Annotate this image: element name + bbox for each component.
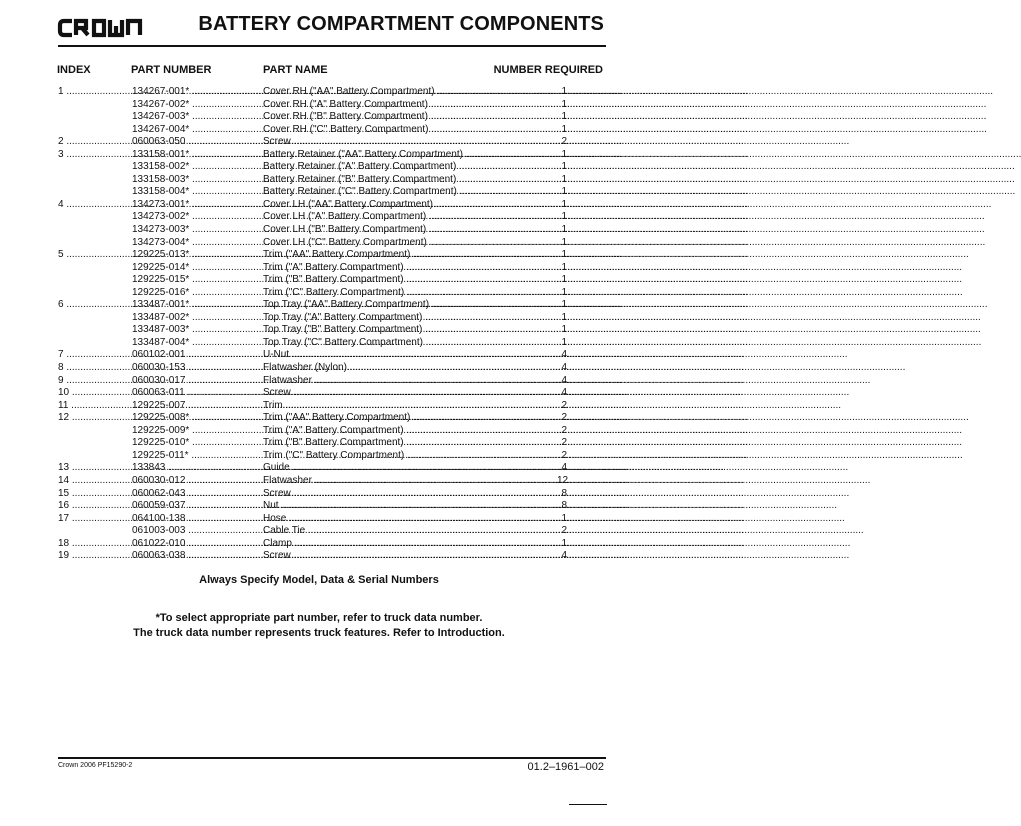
row-part-number: 060102-001 ..... <box>132 349 262 362</box>
row-part-name: Trim ("A" Battery Compartment) ..... <box>263 262 557 275</box>
table-row <box>0 324 638 337</box>
row-number-required: 4 <box>561 349 567 361</box>
row-part-name: Clamp ..... <box>263 538 557 551</box>
row-part-name: Cover RH ("B" Battery Compartment) ..... <box>263 111 557 124</box>
row-part-number: 133158-002* ..... <box>132 161 262 174</box>
table-row <box>0 525 638 538</box>
row-number-required: 1 <box>561 186 567 198</box>
row-part-name: Trim ("AA" Battery Compartment) ..... <box>263 249 557 262</box>
table-row <box>0 387 638 400</box>
row-part-name: Screw ..... <box>263 488 557 501</box>
row-part-number: 060030-153 ..... <box>132 362 262 375</box>
row-number-required: 8 <box>561 500 567 512</box>
row-part-number: 134267-002* ..... <box>132 99 262 112</box>
table-row <box>0 349 638 362</box>
table-row <box>0 224 638 237</box>
row-part-name: Trim ("C" Battery Compartment) ..... <box>263 450 557 463</box>
row-part-name: Screw ..... <box>263 550 557 563</box>
row-index: 19 ..... <box>58 550 130 563</box>
row-number-required: 1 <box>561 211 567 223</box>
row-part-name: Guide ..... <box>263 462 557 475</box>
column-header-part-name: PART NAME <box>263 64 328 76</box>
footer-copyright: Crown 2006 PF15290-2 <box>58 762 133 769</box>
table-row <box>0 538 638 551</box>
row-number-required: 1 <box>561 311 567 323</box>
table-row <box>0 124 638 137</box>
row-number-required: 4 <box>561 462 567 474</box>
data-number-notice <box>0 611 638 641</box>
table-row <box>0 211 638 224</box>
row-index: 16 ..... <box>58 500 130 513</box>
table-row <box>0 136 638 149</box>
row-part-number: 129225-008* ..... <box>132 412 262 425</box>
row-index: 8 ..... <box>58 362 130 375</box>
row-part-name: Battery Retainer ("C" Battery Compartment) ..... <box>263 186 557 199</box>
row-part-number: 133843 ..... <box>132 462 262 475</box>
row-number-required: 2 <box>561 424 567 436</box>
row-index: 7 ..... <box>58 349 130 362</box>
column-header-index: INDEX <box>57 64 91 76</box>
row-number-required: 1 <box>561 86 567 97</box>
row-part-number: 129225-016* ..... <box>132 287 262 300</box>
row-index: 13 ..... <box>58 462 130 475</box>
table-row <box>0 111 638 124</box>
row-part-name: Cover RH ("A" Battery Compartment) ..... <box>263 99 557 112</box>
row-part-number: 133487-004* ..... <box>132 337 262 350</box>
table-row <box>0 513 638 526</box>
row-part-name: Flatwasher (Nylon) ..... <box>263 362 557 375</box>
row-number-required: 8 <box>561 487 567 499</box>
row-number-required: 4 <box>561 387 567 399</box>
row-index: 5 ..... <box>58 249 130 262</box>
row-number-required: 1 <box>561 286 567 298</box>
row-part-number: 134273-001* ..... <box>132 199 262 212</box>
row-index: 1 ..... <box>58 86 130 99</box>
row-part-name: Battery Retainer ("AA" Battery Compartment) ..... <box>263 149 557 162</box>
table-row <box>0 475 638 488</box>
table-row <box>0 199 638 212</box>
row-number-required: 12 <box>557 474 569 486</box>
column-header-number-required: NUMBER REQUIRED <box>493 64 603 76</box>
row-part-name: Trim ..... <box>263 400 557 413</box>
row-part-name: Cover RH ("C" Battery Compartment) ..... <box>263 124 557 137</box>
row-part-number: 133158-001* ..... <box>132 149 262 162</box>
table-row <box>0 362 638 375</box>
row-number-required: 1 <box>561 299 567 311</box>
header-divider <box>58 45 606 47</box>
row-index: 12 ..... <box>58 412 130 425</box>
table-row <box>0 337 638 350</box>
table-row <box>0 312 638 325</box>
row-number-required: 1 <box>561 173 567 185</box>
row-number-required: 1 <box>561 249 567 261</box>
table-row <box>0 450 638 463</box>
table-row <box>0 149 638 162</box>
row-number-required: 1 <box>561 198 567 210</box>
row-part-number: 133487-002* ..... <box>132 312 262 325</box>
row-number-required: 1 <box>561 537 567 549</box>
row-part-name: Screw ..... <box>263 136 557 149</box>
table-row <box>0 262 638 275</box>
row-number-required: 1 <box>561 148 567 160</box>
table-row <box>0 500 638 513</box>
row-part-name: Trim ("C" Battery Compartment) ..... <box>263 287 557 300</box>
footer-divider <box>58 757 606 759</box>
row-part-number: 060062-043 ..... <box>132 488 262 501</box>
table-row <box>0 274 638 287</box>
row-part-name: Cable Tie ..... <box>263 525 557 538</box>
row-number-required: 4 <box>561 550 567 562</box>
row-part-number: 061003-003 ..... <box>132 525 262 538</box>
row-part-number: 133158-003* ..... <box>132 174 262 187</box>
row-part-name: Cover LH ("C" Battery Compartment) ..... <box>263 237 557 250</box>
row-number-required: 4 <box>561 374 567 386</box>
row-part-number: 129225-014* ..... <box>132 262 262 275</box>
row-number-required: 1 <box>561 236 567 248</box>
row-part-name: Hose ..... <box>263 513 557 526</box>
row-part-name: Top Tray ("AA" Battery Compartment) ..... <box>263 299 557 312</box>
row-index: 3 ..... <box>58 149 130 162</box>
table-row <box>0 437 638 450</box>
row-number-required: 2 <box>561 525 567 537</box>
row-part-name: Trim ("B" Battery Compartment) ..... <box>263 437 557 450</box>
row-part-name: Trim ("B" Battery Compartment) ..... <box>263 274 557 287</box>
row-part-number: 129225-015* ..... <box>132 274 262 287</box>
row-part-number: 133158-004* ..... <box>132 186 262 199</box>
row-number-required: 2 <box>561 437 567 449</box>
row-part-name: Battery Retainer ("A" Battery Compartment) ..... <box>263 161 557 174</box>
table-row <box>0 488 638 501</box>
table-row <box>0 186 638 199</box>
parts-list <box>0 86 638 563</box>
row-part-number: 129225-009* ..... <box>132 425 262 438</box>
row-part-number: 133487-003* ..... <box>132 324 262 337</box>
row-part-number: 064100-138 ..... <box>132 513 262 526</box>
table-row <box>0 86 638 99</box>
row-part-number: 129225-007 ..... <box>132 400 262 413</box>
row-part-name: Top Tray ("C" Battery Compartment) ..... <box>263 337 557 350</box>
table-row <box>0 462 638 475</box>
specify-notice: Always Specify Model, Data & Serial Numbers <box>199 574 439 586</box>
row-part-number: 134267-004* ..... <box>132 124 262 137</box>
row-number-required: 1 <box>561 224 567 236</box>
row-index: 15 ..... <box>58 488 130 501</box>
row-part-name: Nut ..... <box>263 500 557 513</box>
row-number-required: 1 <box>561 274 567 286</box>
row-index: 18 ..... <box>58 538 130 551</box>
row-part-number: 060030-017 ..... <box>132 375 262 388</box>
row-index: 14 ..... <box>58 475 130 488</box>
row-index: 11 ..... <box>58 400 130 413</box>
row-number-required: 1 <box>561 123 567 135</box>
row-number-required: 2 <box>561 136 567 148</box>
row-index: 2 ..... <box>58 136 130 149</box>
row-part-name: Trim ("A" Battery Compartment) ..... <box>263 425 557 438</box>
data-number-notice-line-1: *To select appropriate part number, refer to truck data number. <box>155 612 483 624</box>
column-header-part-number: PART NUMBER <box>131 64 212 76</box>
table-row <box>0 237 638 250</box>
row-index: 4 ..... <box>58 199 130 212</box>
row-part-number: 061022-010 ..... <box>132 538 262 551</box>
table-row <box>0 550 638 563</box>
table-row <box>0 249 638 262</box>
row-number-required: 1 <box>561 161 567 173</box>
row-part-number: 129225-011* ..... <box>132 450 262 463</box>
row-number-required: 1 <box>561 111 567 123</box>
row-part-number: 060063-011 ..... <box>132 387 262 400</box>
row-part-name: U-Nut ..... <box>263 349 557 362</box>
row-number-required: 1 <box>561 336 567 348</box>
table-row <box>0 412 638 425</box>
table-row <box>0 400 638 413</box>
row-part-name: Cover LH ("B" Battery Compartment) ..... <box>263 224 557 237</box>
table-row <box>0 174 638 187</box>
row-part-number: 134273-004* ..... <box>132 237 262 250</box>
row-part-name: Top Tray ("B" Battery Compartment) ..... <box>263 324 557 337</box>
row-part-name: Top Tray ("A" Battery Compartment) ..... <box>263 312 557 325</box>
row-part-name: Cover LH ("A" Battery Compartment) ..... <box>263 211 557 224</box>
row-number-required: 4 <box>561 362 567 374</box>
row-part-name: Battery Retainer ("B" Battery Compartment) ..... <box>263 174 557 187</box>
row-number-required: 2 <box>561 412 567 424</box>
row-part-name: Screw ..... <box>263 387 557 400</box>
row-part-name: Flatwasher ..... <box>263 475 557 488</box>
page-title: BATTERY COMPARTMENT COMPONENTS <box>198 13 604 35</box>
table-row <box>0 375 638 388</box>
table-row <box>0 425 638 438</box>
table-row <box>0 161 638 174</box>
row-index: 6 ..... <box>58 299 130 312</box>
row-part-number: 134273-003* ..... <box>132 224 262 237</box>
column-headers <box>0 64 638 78</box>
row-part-number: 060059-037 ..... <box>132 500 262 513</box>
row-part-number: 133487-001* ..... <box>132 299 262 312</box>
row-part-number: 134273-002* ..... <box>132 211 262 224</box>
row-part-number: 134267-003* ..... <box>132 111 262 124</box>
row-part-name: Cover RH ("AA" Battery Compartment) ..... <box>263 86 557 99</box>
row-number-required: 1 <box>561 324 567 336</box>
row-part-name: Cover LH ("AA" Battery Compartment) ..... <box>263 199 557 212</box>
row-number-required: 1 <box>561 261 567 273</box>
row-index: 10 ..... <box>58 387 130 400</box>
row-number-required: 2 <box>561 449 567 461</box>
table-row <box>0 299 638 312</box>
row-index: 9 ..... <box>58 375 130 388</box>
row-part-number: 134267-001* ..... <box>132 86 262 99</box>
row-number-required: 1 <box>561 98 567 110</box>
footer-page-number: 01.2–1961–002 <box>527 761 604 773</box>
row-part-number: 060063-038 ..... <box>132 550 262 563</box>
table-row <box>0 99 638 112</box>
row-part-name: Trim ("AA" Battery Compartment) ..... <box>263 412 557 425</box>
row-part-number: 129225-010* ..... <box>132 437 262 450</box>
table-row <box>0 287 638 300</box>
row-part-name: Flatwasher ..... <box>263 375 557 388</box>
crown-logo-icon <box>58 18 144 38</box>
row-part-number: 060030-012 ..... <box>132 475 262 488</box>
row-number-required: 2 <box>561 399 567 411</box>
row-index: 17 ..... <box>58 513 130 526</box>
row-number-required: 1 <box>561 512 567 524</box>
corner-mark <box>569 804 607 805</box>
row-part-number: 129225-013* ..... <box>132 249 262 262</box>
row-part-number: 060063-050 ..... <box>132 136 262 149</box>
data-number-notice-line-2: The truck data number represents truck features. Refer to Introduction. <box>133 627 505 639</box>
